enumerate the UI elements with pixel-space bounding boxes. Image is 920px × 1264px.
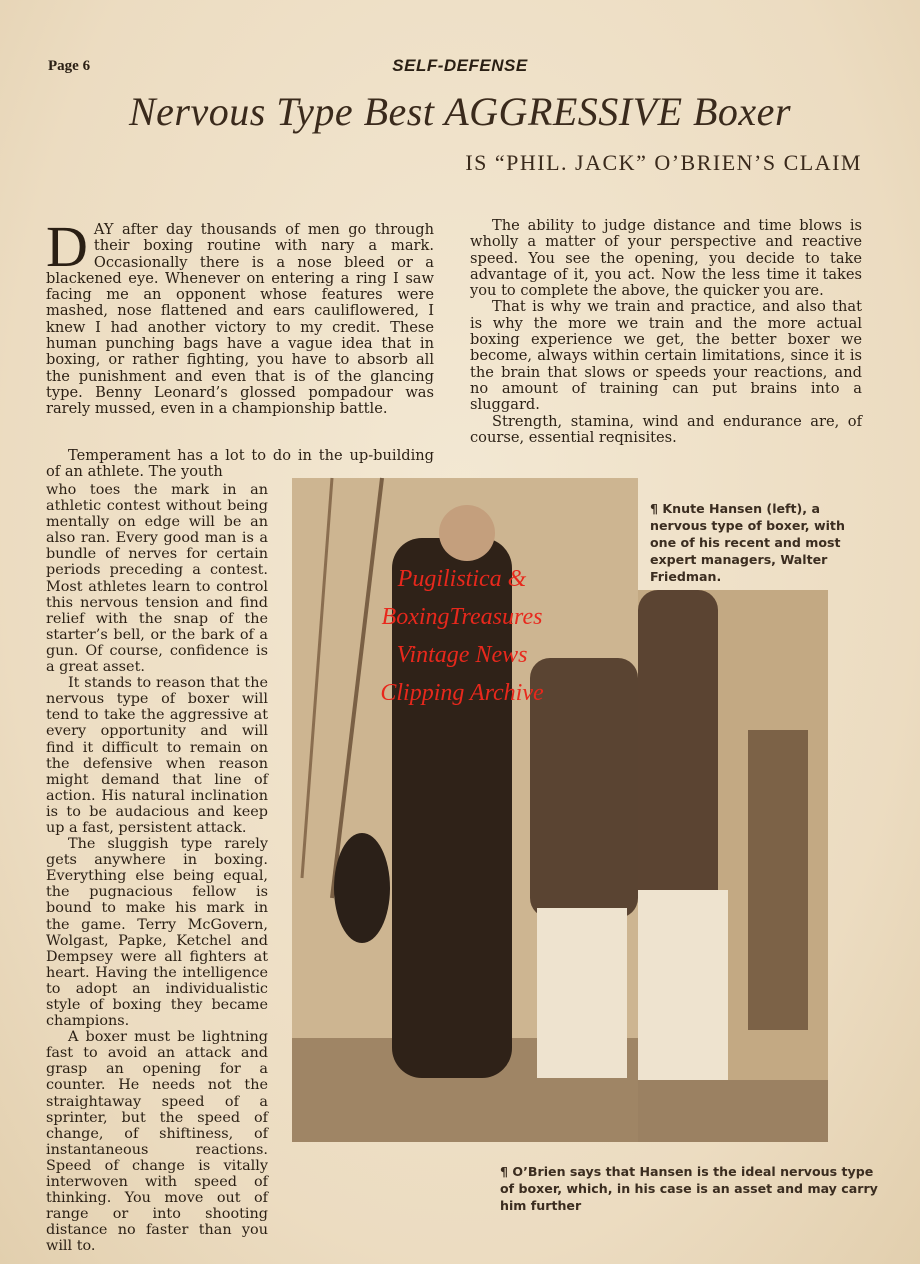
caption-bottom-text: O’Brien says that Hansen is the ideal nervous type of boxer, which, in his case is an asset and may carry him further (500, 1164, 878, 1213)
photograph-extension (638, 590, 828, 1142)
subheadline: IS “PHIL. JACK” O’BRIEN’S CLAIM (465, 150, 862, 175)
running-head: SELF-DEFENSE (392, 56, 528, 75)
caption-bottom (500, 1163, 880, 1214)
paragraph-nervous-boxer: It stands to reason that the nervous type of boxer will tend to take the aggressive at every opportunity and will find it difficult to remain on the defensive when reason might demand that line of action. His natural inclination is to be audacious and keep up a fast, persistent attack. (46, 675, 268, 836)
page-number: Page 6 (48, 58, 91, 74)
pilcrow-mark: ¶ (500, 1164, 509, 1179)
paragraph-temperament: Temperament has a lot to do in the up-building of an athlete. The youth (46, 447, 434, 481)
article-right-column (470, 218, 862, 446)
paragraph-sluggish: The sluggish type rarely gets anywhere in boxing. Everything else being equal, the pugnacious fellow is bound to make his mark in the game. Terry McGovern, Wolgast, Papke, Ketchel and Dempsey were all fighters at heart. Having the intelligence to adopt an individualistic style of boxing they became champions. (46, 836, 268, 1030)
caption-top-text: Knute Hansen (left), a nervous type of boxer, with one of his recent and most expert managers, Walter Friedman. (650, 501, 845, 584)
watermark-line: Pugilistica & (397, 566, 527, 592)
article-lead (46, 214, 434, 418)
paragraph-distance: The ability to judge distance and time blows is wholly a matter of your perspective and reactive speed. You see the opening, you decide to take advantage of it, you act. Now the less time it takes you to complete the above, the quicker you are. (470, 217, 862, 300)
watermark-line: Vintage News (396, 642, 528, 668)
article-left-column (46, 447, 434, 481)
paragraph-lightning: A boxer must be lightning fast to avoid an attack and grasp an opening for a counter. He needs not the straightaway speed of a sprinter, but the speed of change, of shiftiness, of instantaneous reactions. Speed of change is vitally interwoven with speed of thinking. You move out of range or into shooting distance no faster than you will to. (46, 1029, 268, 1255)
watermark-line: Clipping Archive (380, 680, 544, 706)
caption-top (650, 500, 870, 585)
headline: Nervous Type Best AGGRESSIVE Boxer (128, 89, 792, 134)
article-left-narrow (46, 482, 268, 1255)
watermark (342, 560, 582, 712)
drop-cap: D (46, 214, 88, 279)
paragraph-temperament-continued: who toes the mark in an athletic contest without being mentally on edge will be an also ran. Every good man is a bundle of nerves for certain periods preceding a contest. Most athletes learn to control this nervous tension and find relief with the snap of the starter’s bell, or the bark of a gun. Of course, confidence is a great asset. (46, 482, 268, 676)
photo-extension-illustration (638, 590, 828, 1142)
paragraph-train: That is why we train and practice, and also that is why the more we train and the more actual boxing experience we get, the better boxer we become, always within certain limitations, since it is the brain that slows or speeds your reactions, and no amount of training can put brains into a sluggard. (470, 298, 862, 414)
paragraph-strength: Strength, stamina, wind and endurance are, of course, essential reqnisites. (470, 412, 862, 446)
watermark-line: BoxingTreasures (381, 604, 543, 630)
pilcrow-mark: ¶ (650, 501, 659, 516)
lead-paragraph: AY after day thousands of men go through their boxing routine with nary a mark. Occasionally there is a nose bleed or a blackened eye. Whenever on entering a ring I saw facing me an opponent whose features were mashed, nose flattened and ears cauliflowered, I knew I had another victory to my credit. These human punching bags have a vague idea that in boxing, or rather fighting, you have to absorb all the punishment and even that is of the glancing type. Benny Leonard’s glossed pompadour was rarely mussed, even in a championship battle. (46, 221, 434, 418)
